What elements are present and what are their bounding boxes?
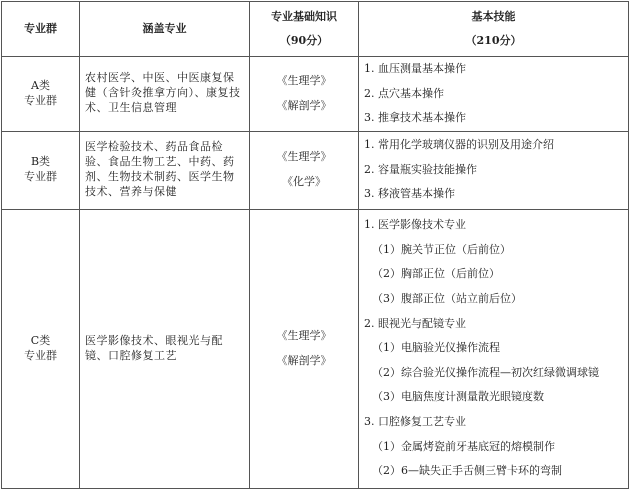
skill-item: 2. 容量瓶实验技能操作 [364,162,477,176]
header-majors: 涵盖专业 [80,2,250,57]
header-skills-title: 基本技能 [471,9,516,23]
skill-item: （3）腹部正位（站立前后位） [372,292,522,306]
majors-cell: 医学影像技术、眼视光与配镜、口腔修复工艺 [80,209,250,488]
header-row [2,2,629,57]
skill-heading: 3. 口腔修复工艺专业 [364,414,466,428]
skill-item: 3. 推拿技术基本操作 [364,111,466,124]
skill-item: （1）电脑验光仪操作流程 [372,341,500,355]
knowledge-cell: 《生理学》 《解剖学》 [250,209,359,488]
header-group: 专业群 [2,2,80,57]
header-skills-score: （210分） [465,33,522,47]
skills-cell [359,131,629,209]
table-row [2,57,629,132]
header-knowledge-title: 专业基础知识 [271,9,337,23]
majors-cell: 医学检验技术、药品食品检验、食品生物工艺、中药、药剂、生物技术制药、医学生物技术、营养与保健 [80,131,250,209]
group-cell: A类 专业群 [2,57,80,132]
group-cell: B类 专业群 [2,131,80,209]
skill-item: （2）6—缺失正手舌侧三臂卡环的弯制 [372,464,562,478]
table-row [2,131,629,209]
table-row [2,209,629,488]
skills-cell [359,209,629,488]
skill-item: （3）电脑焦度计测量散光眼镜度数 [372,390,544,404]
knowledge-cell: 《生理学》 《解剖学》 [250,57,359,132]
skill-item: 3. 移液管基本操作 [364,187,455,201]
skills-table [1,1,629,489]
skill-item: 1. 常用化学玻璃仪器的识别及用途介绍 [364,138,554,152]
skill-item: （1）金属烤瓷前牙基底冠的熔模制作 [372,439,555,453]
group-cell: C类 专业群 [2,209,80,488]
skill-heading: 1. 医学影像技术专业 [364,218,466,232]
header-knowledge [250,2,359,57]
skill-item: 2. 点穴基本操作 [364,86,444,100]
skill-item: （2）综合验光仪操作流程—初次红绿微调球镜 [372,365,599,379]
header-skills [359,2,629,57]
skill-heading: 2. 眼视光与配镜专业 [364,316,466,330]
skills-cell [359,57,629,132]
skill-item: （1）腕关节正位（后前位） [372,242,511,256]
majors-cell: 农村医学、中医、中医康复保健（含针灸推拿方向）、康复技术、卫生信息管理 [80,57,250,132]
knowledge-cell: 《生理学》 《化学》 [250,131,359,209]
skill-item: 1. 血压测量基本操作 [364,62,466,75]
skill-item: （2）胸部正位（后前位） [372,267,500,281]
header-knowledge-score: （90分） [279,33,329,47]
